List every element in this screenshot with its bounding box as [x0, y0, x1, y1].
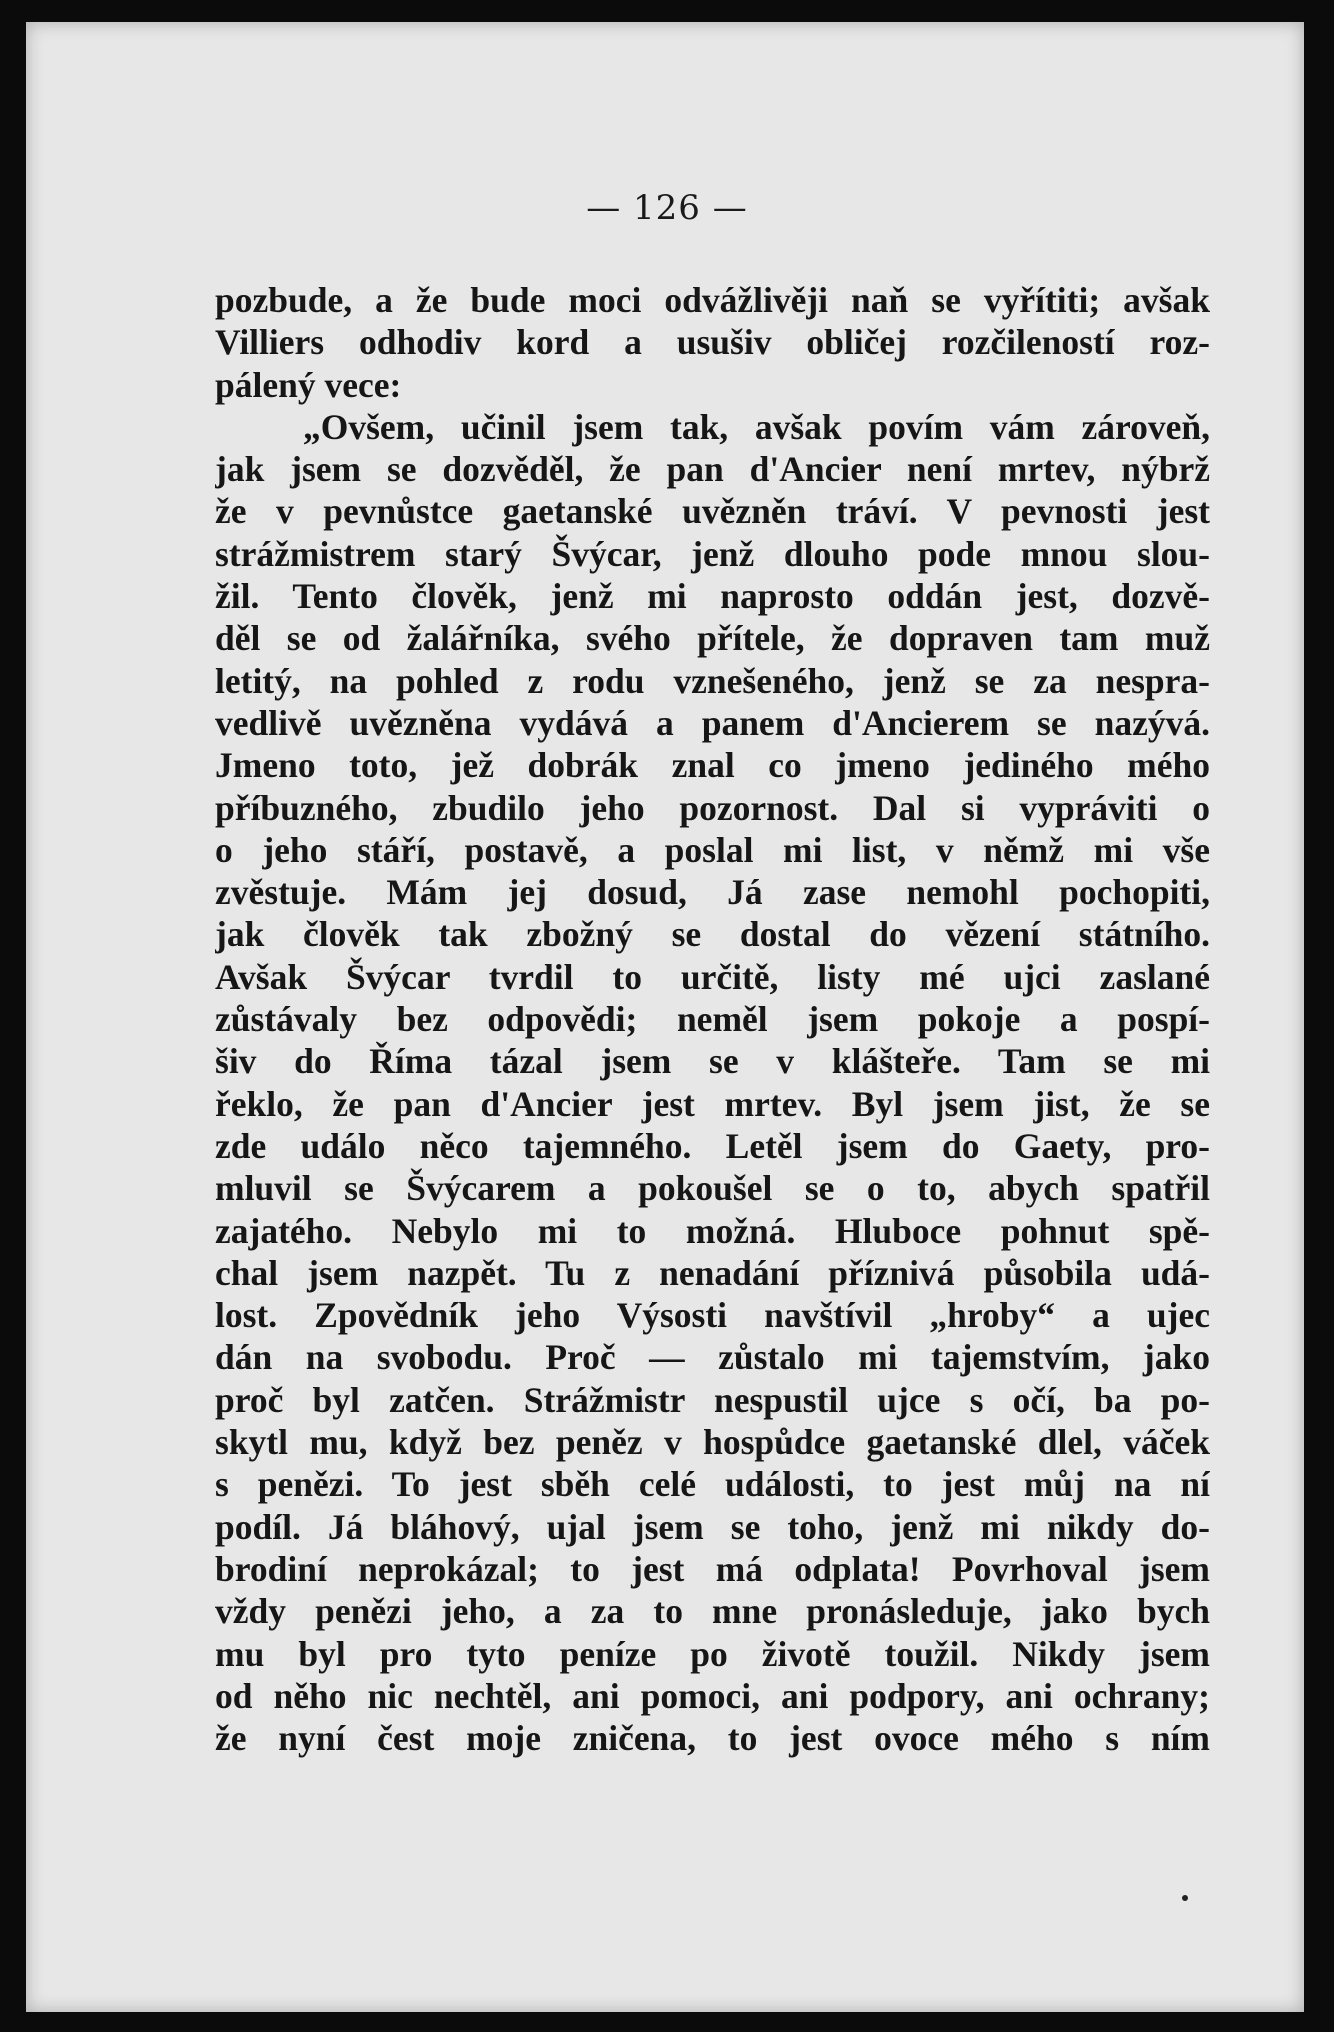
text-line: brodiní neprokázal; to jest má odplata! Povrhoval jsem — [215, 1548, 1210, 1589]
text-line: Avšak Švýcar tvrdil to určitě, listy mé ujci zaslané — [215, 956, 1210, 997]
scan-speck — [1182, 1895, 1188, 1901]
text-line: pálený vece: — [215, 364, 402, 405]
text-line: vždy penězi jeho, a za to mne pronásleduje, jako bych — [215, 1591, 1210, 1632]
text-line: chal jsem nazpět. Tu z nenadání příznivá působila udá- — [215, 1252, 1210, 1293]
text-line: skytl mu, když bez peněz v hospůdce gaetanské dlel, váček — [215, 1422, 1210, 1463]
text-line: řeklo, že pan d'Ancier jest mrtev. Byl jsem jist, že se — [215, 1083, 1210, 1124]
text-line: že v pevnůstce gaetanské uvězněn tráví. V pevnosti jest — [215, 491, 1210, 532]
text-line: zde událo něco tajemného. Letěl jsem do Gaety, pro- — [215, 1125, 1210, 1166]
text-line: mluvil se Švýcarem a pokoušel se o to, abych spatřil — [215, 1168, 1210, 1209]
text-line: žil. Tento člověk, jenž mi naprosto oddán jest, dozvě- — [215, 576, 1210, 617]
text-line: pozbude, a že bude moci odvážlivěji naň se vyřítiti; avšak — [215, 280, 1210, 320]
text-line: Villiers odhodiv kord a usušiv obličej rozčileností roz- — [215, 322, 1210, 363]
text-line: jak člověk tak zbožný se dostal do vězení státního. — [215, 914, 1210, 955]
text-line: šiv do Říma tázal jsem se v klášteře. Tam se mi — [215, 1041, 1210, 1082]
text-line: s penězi. To jest sběh celé události, to jest můj na ní — [215, 1464, 1210, 1505]
text-line: letitý, na pohled z rodu vznešeného, jenž se za nespra- — [215, 660, 1210, 701]
text-line: příbuzného, zbudilo jeho pozornost. Dal si vypráviti o — [215, 787, 1210, 828]
text-line: zajatého. Nebylo mi to možná. Hluboce pohnut spě- — [215, 1210, 1210, 1251]
text-line: lost. Zpovědník jeho Výsosti navštívil „hroby“ a ujec — [215, 1295, 1210, 1336]
text-line: jak jsem se dozvěděl, že pan d'Ancier není mrtev, nýbrž — [215, 449, 1210, 490]
text-line: „Ovšem, učinil jsem tak, avšak povím vám zároveň, — [303, 406, 1210, 447]
text-line: zvěstuje. Mám jej dosud, Já zase nemohl pochopiti, — [215, 872, 1210, 913]
text-line: o jeho stáří, postavě, a poslal mi list, v němž mi vše — [215, 829, 1210, 870]
text-line: mu byl pro tyto peníze po životě toužil. Nikdy jsem — [215, 1633, 1210, 1674]
text-line: strážmistrem starý Švýcar, jenž dlouho pode mnou slou- — [215, 533, 1210, 574]
text-line: Jmeno toto, jež dobrák znal co jmeno jediného mého — [215, 745, 1210, 786]
text-line: že nyní čest moje zničena, to jest ovoce mého s ním — [215, 1718, 1210, 1759]
page-number: — 126 — — [586, 188, 748, 228]
body-text — [215, 279, 1210, 1759]
text-line: vedlivě uvězněna vydává a panem d'Ancierem se nazývá. — [215, 702, 1210, 743]
text-line: děl se od žalářníka, svého přítele, že dopraven tam muž — [215, 618, 1210, 659]
text-line: proč byl zatčen. Strážmistr nespustil ujce s očí, ba po- — [215, 1379, 1210, 1420]
text-line: zůstávaly bez odpovědi; neměl jsem pokoje a pospí- — [215, 999, 1210, 1040]
text-line: podíl. Já bláhový, ujal jsem se toho, jenž mi nikdy do- — [215, 1506, 1210, 1547]
text-line: od něho nic nechtěl, ani pomoci, ani podpory, ani ochrany; — [215, 1675, 1210, 1716]
text-line: dán na svobodu. Proč — zůstalo mi tajemstvím, jako — [215, 1337, 1210, 1378]
